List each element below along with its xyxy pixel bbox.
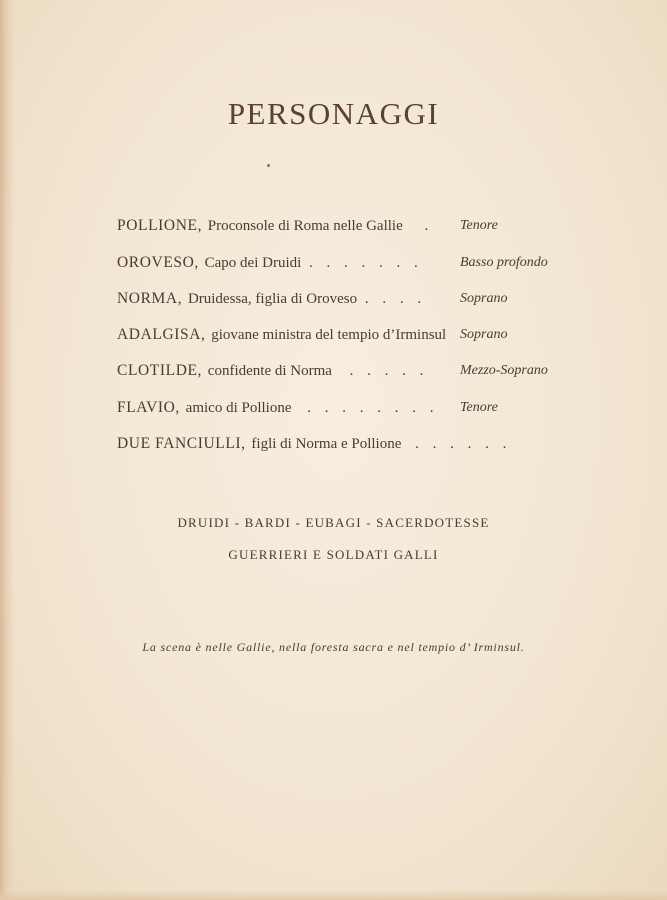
voice-type: Tenore bbox=[460, 400, 498, 415]
character-name: FLAVIO, bbox=[117, 399, 180, 416]
character-name: ADALGISA, bbox=[117, 326, 206, 343]
character-description: confidente di Norma bbox=[207, 363, 332, 379]
character-name: CLOTILDE, bbox=[117, 362, 203, 379]
leader-dots: . bbox=[424, 218, 434, 234]
character-description: figli di Norma e Pollione bbox=[251, 436, 402, 452]
voice-type: Tenore bbox=[460, 218, 498, 233]
character-name: POLLIONE, bbox=[117, 217, 203, 234]
leader-dots: . . . . . bbox=[349, 363, 429, 379]
cast-row-flavio bbox=[117, 397, 567, 419]
chorus-line-2: GUERRIERI E SOLDATI GALLI bbox=[228, 547, 439, 562]
character-name: NORMA, bbox=[117, 290, 183, 307]
cast-row-norma bbox=[117, 288, 567, 310]
cast-row-fanciulli bbox=[117, 433, 567, 455]
leader-dots: . . . . . . . bbox=[309, 255, 423, 271]
character-description: amico di Pollione bbox=[185, 400, 292, 416]
leader-dots: . . . . bbox=[364, 291, 427, 307]
voice-type: Basso profondo bbox=[460, 255, 548, 270]
scene-description: La scena è nelle Gallie, nella foresta sacra e nel tempio d’ Irminsul. bbox=[142, 640, 525, 654]
character-name: DUE FANCIULLI, bbox=[117, 435, 246, 452]
character-description: giovane ministra del tempio d’Irminsul bbox=[211, 327, 447, 343]
leader-dots: . . . . . . bbox=[415, 436, 512, 452]
character-description: Proconsole di Roma nelle Gallie bbox=[207, 218, 403, 234]
cast-row-clotilde bbox=[117, 360, 567, 382]
cast-row-adalgisa bbox=[117, 324, 567, 346]
cast-row-oroveso bbox=[117, 252, 567, 274]
character-name: OROVESO, bbox=[117, 254, 199, 271]
cast-row-pollione bbox=[117, 215, 567, 237]
character-description: Druidessa, figlia di Oroveso bbox=[187, 291, 358, 307]
chorus-line-1: DRUIDI - BARDI - EUBAGI - SACERDOTESSE bbox=[177, 515, 490, 530]
leader-dots: . . . . . . . . bbox=[307, 400, 439, 416]
voice-type: Soprano bbox=[460, 291, 508, 306]
character-description: Capo dei Druidi bbox=[204, 255, 302, 271]
voice-type: Mezzo-Soprano bbox=[460, 363, 548, 378]
page-title: PERSONAGGI bbox=[227, 96, 440, 131]
voice-type: Soprano bbox=[460, 327, 508, 342]
